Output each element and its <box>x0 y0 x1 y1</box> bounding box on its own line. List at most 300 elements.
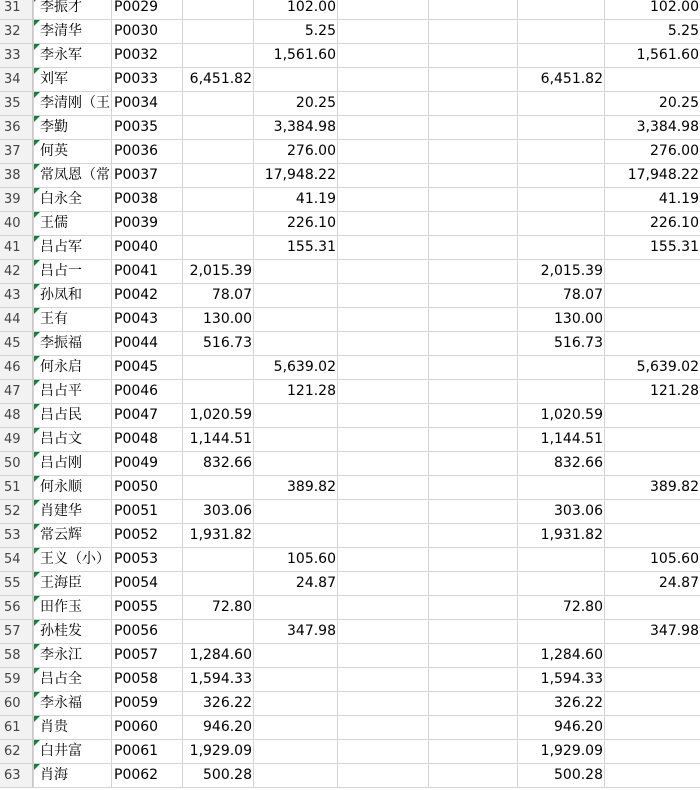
cell-name[interactable]: 何永顺 <box>33 476 112 500</box>
cell-amount-3[interactable] <box>338 356 429 380</box>
row-header: 55 <box>0 572 33 596</box>
cell-amount-3[interactable] <box>338 716 429 740</box>
cell-code[interactable]: P0045 <box>112 356 183 380</box>
cell-name[interactable]: 常凤恩（常 <box>33 164 112 188</box>
cell-amount-2[interactable]: 17,948.22 <box>254 164 338 188</box>
cell-amount-2[interactable] <box>254 764 338 788</box>
row-header: 42 <box>0 260 33 284</box>
cell-name[interactable]: 李永江 <box>33 644 112 668</box>
cell-amount-2[interactable]: 226.10 <box>254 212 338 236</box>
row-header: 41 <box>0 236 33 260</box>
cell-amount-3[interactable] <box>338 308 429 332</box>
cell-amount-5[interactable]: 2,015.39 <box>518 260 605 284</box>
cell-amount-3[interactable] <box>338 692 429 716</box>
cell-amount-1[interactable] <box>183 476 254 500</box>
cell-code[interactable]: P0039 <box>112 212 183 236</box>
cell-amount-5[interactable]: 832.66 <box>518 452 605 476</box>
cell-amount-4[interactable] <box>429 20 518 44</box>
cell-amount-5[interactable]: 130.00 <box>518 308 605 332</box>
table-row <box>0 92 700 116</box>
cell-amount-6[interactable] <box>605 260 700 284</box>
cell-amount-4[interactable] <box>429 380 518 404</box>
cell-code[interactable]: P0057 <box>112 644 183 668</box>
table-row <box>0 740 700 764</box>
cell-amount-2[interactable]: 5.25 <box>254 20 338 44</box>
cell-code[interactable]: P0054 <box>112 572 183 596</box>
cell-amount-1[interactable]: 516.73 <box>183 332 254 356</box>
cell-code[interactable]: P0035 <box>112 116 183 140</box>
cell-amount-6[interactable]: 17,948.22 <box>605 164 700 188</box>
cell-amount-2[interactable] <box>254 404 338 428</box>
cell-amount-5[interactable] <box>518 140 605 164</box>
cell-amount-3[interactable] <box>338 524 429 548</box>
cell-amount-3[interactable] <box>338 212 429 236</box>
cell-amount-1[interactable] <box>183 92 254 116</box>
cell-amount-5[interactable]: 72.80 <box>518 596 605 620</box>
cell-amount-5[interactable]: 946.20 <box>518 716 605 740</box>
cell-name[interactable]: 李振福 <box>33 332 112 356</box>
cell-code[interactable]: P0061 <box>112 740 183 764</box>
cell-amount-4[interactable] <box>429 572 518 596</box>
cell-amount-3[interactable] <box>338 92 429 116</box>
cell-amount-5[interactable]: 1,020.59 <box>518 404 605 428</box>
cell-amount-4[interactable] <box>429 476 518 500</box>
cell-amount-1[interactable] <box>183 548 254 572</box>
cell-amount-5[interactable] <box>518 548 605 572</box>
cell-name[interactable]: 肖贵 <box>33 716 112 740</box>
cell-code[interactable]: P0053 <box>112 548 183 572</box>
cell-amount-4[interactable] <box>429 404 518 428</box>
cell-amount-6[interactable] <box>605 404 700 428</box>
cell-amount-5[interactable] <box>518 188 605 212</box>
cell-amount-4[interactable] <box>429 740 518 764</box>
cell-amount-1[interactable] <box>183 380 254 404</box>
cell-amount-2[interactable]: 20.25 <box>254 92 338 116</box>
cell-amount-1[interactable] <box>183 20 254 44</box>
table-row <box>0 548 700 572</box>
table-row <box>0 164 700 188</box>
row-header: 49 <box>0 428 33 452</box>
cell-amount-6[interactable]: 347.98 <box>605 620 700 644</box>
cell-amount-6[interactable]: 155.31 <box>605 236 700 260</box>
cell-name[interactable]: 王海臣 <box>33 572 112 596</box>
cell-amount-1[interactable]: 78.07 <box>183 284 254 308</box>
cell-amount-5[interactable] <box>518 164 605 188</box>
cell-amount-2[interactable] <box>254 308 338 332</box>
cell-code[interactable]: P0040 <box>112 236 183 260</box>
cell-amount-4[interactable] <box>429 284 518 308</box>
cell-amount-3[interactable] <box>338 380 429 404</box>
cell-code[interactable]: P0047 <box>112 404 183 428</box>
table-row <box>0 380 700 404</box>
cell-amount-5[interactable] <box>518 380 605 404</box>
table-row <box>0 20 700 44</box>
cell-amount-1[interactable]: 1,931.82 <box>183 524 254 548</box>
cell-amount-1[interactable]: 500.28 <box>183 764 254 788</box>
table-row <box>0 68 700 92</box>
cell-code[interactable]: P0041 <box>112 260 183 284</box>
cell-amount-6[interactable]: 41.19 <box>605 188 700 212</box>
row-header: 46 <box>0 356 33 380</box>
cell-amount-4[interactable] <box>429 212 518 236</box>
row-header: 62 <box>0 740 33 764</box>
cell-code[interactable]: P0058 <box>112 668 183 692</box>
cell-amount-2[interactable]: 41.19 <box>254 188 338 212</box>
cell-amount-2[interactable] <box>254 692 338 716</box>
row-header: 47 <box>0 380 33 404</box>
cell-amount-4[interactable] <box>429 620 518 644</box>
table-row <box>0 140 700 164</box>
cell-amount-1[interactable] <box>183 164 254 188</box>
cell-name[interactable]: 吕占全 <box>33 668 112 692</box>
cell-amount-5[interactable] <box>518 236 605 260</box>
cell-amount-4[interactable] <box>429 644 518 668</box>
row-header: 58 <box>0 644 33 668</box>
cell-amount-4[interactable] <box>429 308 518 332</box>
cell-amount-4[interactable] <box>429 116 518 140</box>
cell-amount-5[interactable]: 500.28 <box>518 764 605 788</box>
cell-amount-1[interactable]: 303.06 <box>183 500 254 524</box>
cell-amount-1[interactable]: 832.66 <box>183 452 254 476</box>
cell-amount-3[interactable] <box>338 0 429 20</box>
cell-amount-1[interactable]: 1,020.59 <box>183 404 254 428</box>
cell-code[interactable]: P0032 <box>112 44 183 68</box>
cell-amount-1[interactable]: 72.80 <box>183 596 254 620</box>
cell-code[interactable]: P0062 <box>112 764 183 788</box>
table-row <box>0 428 700 452</box>
cell-amount-6[interactable] <box>605 500 700 524</box>
cell-code[interactable]: P0034 <box>112 92 183 116</box>
cell-amount-2[interactable] <box>254 332 338 356</box>
cell-amount-2[interactable]: 121.28 <box>254 380 338 404</box>
cell-amount-2[interactable] <box>254 452 338 476</box>
row-header: 48 <box>0 404 33 428</box>
table-row <box>0 0 700 20</box>
cell-amount-1[interactable] <box>183 212 254 236</box>
cell-amount-3[interactable] <box>338 668 429 692</box>
cell-amount-5[interactable]: 1,284.60 <box>518 644 605 668</box>
cell-name[interactable]: 吕占刚 <box>33 452 112 476</box>
row-header: 53 <box>0 524 33 548</box>
cell-amount-3[interactable] <box>338 548 429 572</box>
cell-name[interactable]: 肖海 <box>33 764 112 788</box>
cell-amount-3[interactable] <box>338 404 429 428</box>
cell-name[interactable]: 吕占文 <box>33 428 112 452</box>
cell-amount-2[interactable] <box>254 740 338 764</box>
cell-name[interactable]: 肖建华 <box>33 500 112 524</box>
cell-name[interactable]: 吕占民 <box>33 404 112 428</box>
cell-amount-5[interactable] <box>518 44 605 68</box>
cell-amount-6[interactable] <box>605 284 700 308</box>
cell-amount-3[interactable] <box>338 644 429 668</box>
cell-name[interactable]: 田作玉 <box>33 596 112 620</box>
cell-amount-6[interactable] <box>605 668 700 692</box>
cell-amount-3[interactable] <box>338 428 429 452</box>
cell-amount-3[interactable] <box>338 164 429 188</box>
cell-amount-3[interactable] <box>338 620 429 644</box>
cell-name[interactable]: 吕占军 <box>33 236 112 260</box>
cell-name[interactable]: 孙桂发 <box>33 620 112 644</box>
cell-name[interactable]: 王儒 <box>33 212 112 236</box>
cell-amount-4[interactable] <box>429 548 518 572</box>
cell-code[interactable]: P0051 <box>112 500 183 524</box>
cell-amount-3[interactable] <box>338 740 429 764</box>
cell-amount-6[interactable] <box>605 524 700 548</box>
cell-amount-3[interactable] <box>338 572 429 596</box>
table-row <box>0 668 700 692</box>
cell-amount-5[interactable]: 326.22 <box>518 692 605 716</box>
cell-amount-2[interactable] <box>254 716 338 740</box>
cell-name[interactable]: 李永福 <box>33 692 112 716</box>
cell-amount-4[interactable] <box>429 668 518 692</box>
cell-amount-6[interactable] <box>605 428 700 452</box>
cell-amount-3[interactable] <box>338 188 429 212</box>
cell-name[interactable]: 李勤 <box>33 116 112 140</box>
cell-amount-3[interactable] <box>338 260 429 284</box>
row-header: 57 <box>0 620 33 644</box>
cell-amount-5[interactable]: 1,144.51 <box>518 428 605 452</box>
cell-amount-1[interactable]: 2,015.39 <box>183 260 254 284</box>
table-row <box>0 716 700 740</box>
cell-code[interactable]: P0033 <box>112 68 183 92</box>
cell-amount-2[interactable] <box>254 524 338 548</box>
cell-amount-3[interactable] <box>338 44 429 68</box>
row-header: 35 <box>0 92 33 116</box>
cell-amount-2[interactable]: 347.98 <box>254 620 338 644</box>
cell-amount-6[interactable]: 20.25 <box>605 92 700 116</box>
cell-name[interactable]: 白井富 <box>33 740 112 764</box>
cell-amount-5[interactable] <box>518 0 605 20</box>
table-row <box>0 356 700 380</box>
cell-amount-1[interactable] <box>183 188 254 212</box>
cell-amount-4[interactable] <box>429 692 518 716</box>
cell-amount-2[interactable]: 1,561.60 <box>254 44 338 68</box>
cell-amount-6[interactable] <box>605 764 700 788</box>
table-row <box>0 596 700 620</box>
cell-amount-1[interactable] <box>183 44 254 68</box>
cell-amount-4[interactable] <box>429 764 518 788</box>
cell-name[interactable]: 刘军 <box>33 68 112 92</box>
cell-amount-5[interactable]: 6,451.82 <box>518 68 605 92</box>
cell-amount-5[interactable]: 1,929.09 <box>518 740 605 764</box>
cell-amount-4[interactable] <box>429 500 518 524</box>
table-row <box>0 212 700 236</box>
cell-amount-4[interactable] <box>429 428 518 452</box>
cell-amount-6[interactable]: 5.25 <box>605 20 700 44</box>
cell-amount-6[interactable]: 3,384.98 <box>605 116 700 140</box>
cell-amount-1[interactable]: 1,284.60 <box>183 644 254 668</box>
cell-amount-3[interactable] <box>338 140 429 164</box>
cell-amount-4[interactable] <box>429 524 518 548</box>
cell-amount-4[interactable] <box>429 92 518 116</box>
cell-code[interactable]: P0059 <box>112 692 183 716</box>
cell-amount-6[interactable] <box>605 596 700 620</box>
cell-amount-5[interactable] <box>518 212 605 236</box>
cell-amount-3[interactable] <box>338 116 429 140</box>
cell-amount-5[interactable] <box>518 572 605 596</box>
cell-amount-4[interactable] <box>429 716 518 740</box>
cell-amount-1[interactable] <box>183 0 254 20</box>
cell-amount-6[interactable]: 5,639.02 <box>605 356 700 380</box>
cell-code[interactable]: P0046 <box>112 380 183 404</box>
cell-amount-1[interactable]: 946.20 <box>183 716 254 740</box>
cell-amount-4[interactable] <box>429 260 518 284</box>
cell-amount-4[interactable] <box>429 356 518 380</box>
cell-amount-4[interactable] <box>429 596 518 620</box>
cell-amount-4[interactable] <box>429 68 518 92</box>
row-header: 37 <box>0 140 33 164</box>
cell-amount-4[interactable] <box>429 164 518 188</box>
table-row <box>0 116 700 140</box>
cell-amount-5[interactable]: 78.07 <box>518 284 605 308</box>
cell-name[interactable]: 王有 <box>33 308 112 332</box>
cell-amount-2[interactable] <box>254 68 338 92</box>
cell-amount-6[interactable] <box>605 308 700 332</box>
table-row <box>0 404 700 428</box>
cell-name[interactable]: 李清华 <box>33 20 112 44</box>
cell-amount-6[interactable] <box>605 644 700 668</box>
cell-amount-6[interactable] <box>605 740 700 764</box>
cell-amount-1[interactable]: 326.22 <box>183 692 254 716</box>
cell-amount-1[interactable] <box>183 236 254 260</box>
cell-amount-4[interactable] <box>429 140 518 164</box>
cell-amount-5[interactable]: 1,594.33 <box>518 668 605 692</box>
cell-code[interactable]: P0052 <box>112 524 183 548</box>
cell-amount-6[interactable]: 226.10 <box>605 212 700 236</box>
cell-name[interactable]: 李永军 <box>33 44 112 68</box>
cell-amount-4[interactable] <box>429 332 518 356</box>
cell-amount-3[interactable] <box>338 452 429 476</box>
cell-amount-2[interactable]: 102.00 <box>254 0 338 20</box>
cell-amount-1[interactable]: 6,451.82 <box>183 68 254 92</box>
cell-name[interactable]: 何永启 <box>33 356 112 380</box>
cell-amount-4[interactable] <box>429 452 518 476</box>
cell-amount-2[interactable]: 389.82 <box>254 476 338 500</box>
cell-code[interactable]: P0043 <box>112 308 183 332</box>
cell-amount-1[interactable]: 130.00 <box>183 308 254 332</box>
row-header: 33 <box>0 44 33 68</box>
cell-amount-5[interactable] <box>518 20 605 44</box>
cell-amount-1[interactable] <box>183 116 254 140</box>
cell-amount-3[interactable] <box>338 68 429 92</box>
row-header: 40 <box>0 212 33 236</box>
cell-amount-5[interactable] <box>518 92 605 116</box>
cell-amount-1[interactable]: 1,594.33 <box>183 668 254 692</box>
cell-amount-2[interactable]: 24.87 <box>254 572 338 596</box>
cell-code[interactable]: P0060 <box>112 716 183 740</box>
cell-amount-3[interactable] <box>338 764 429 788</box>
cell-code[interactable]: P0038 <box>112 188 183 212</box>
cell-amount-5[interactable]: 303.06 <box>518 500 605 524</box>
cell-amount-2[interactable]: 155.31 <box>254 236 338 260</box>
cell-amount-1[interactable]: 1,144.51 <box>183 428 254 452</box>
cell-amount-1[interactable] <box>183 620 254 644</box>
cell-amount-6[interactable] <box>605 452 700 476</box>
cell-amount-2[interactable] <box>254 596 338 620</box>
cell-amount-1[interactable]: 1,929.09 <box>183 740 254 764</box>
cell-amount-2[interactable] <box>254 500 338 524</box>
cell-amount-5[interactable] <box>518 356 605 380</box>
cell-amount-5[interactable]: 516.73 <box>518 332 605 356</box>
table-row <box>0 260 700 284</box>
cell-amount-5[interactable] <box>518 116 605 140</box>
cell-amount-2[interactable]: 105.60 <box>254 548 338 572</box>
cell-name[interactable]: 李振才 <box>33 0 112 20</box>
cell-amount-6[interactable]: 389.82 <box>605 476 700 500</box>
cell-amount-1[interactable] <box>183 572 254 596</box>
cell-amount-6[interactable]: 102.00 <box>605 0 700 20</box>
cell-amount-4[interactable] <box>429 44 518 68</box>
cell-code[interactable]: P0042 <box>112 284 183 308</box>
cell-code[interactable]: P0036 <box>112 140 183 164</box>
cell-amount-6[interactable] <box>605 692 700 716</box>
cell-amount-3[interactable] <box>338 284 429 308</box>
cell-amount-6[interactable]: 1,561.60 <box>605 44 700 68</box>
cell-amount-2[interactable] <box>254 644 338 668</box>
cell-amount-3[interactable] <box>338 20 429 44</box>
cell-code[interactable]: P0030 <box>112 20 183 44</box>
cell-amount-6[interactable] <box>605 68 700 92</box>
cell-amount-5[interactable]: 1,931.82 <box>518 524 605 548</box>
cell-name[interactable]: 常云辉 <box>33 524 112 548</box>
cell-code[interactable]: P0029 <box>112 0 183 20</box>
cell-amount-4[interactable] <box>429 188 518 212</box>
cell-code[interactable]: P0056 <box>112 620 183 644</box>
cell-amount-2[interactable]: 5,639.02 <box>254 356 338 380</box>
cell-amount-3[interactable] <box>338 236 429 260</box>
cell-name[interactable]: 吕占一 <box>33 260 112 284</box>
cell-code[interactable]: P0055 <box>112 596 183 620</box>
cell-amount-2[interactable] <box>254 284 338 308</box>
cell-name[interactable]: 李清刚（王 <box>33 92 112 116</box>
cell-amount-5[interactable] <box>518 476 605 500</box>
cell-amount-2[interactable] <box>254 668 338 692</box>
cell-name[interactable]: 孙凤和 <box>33 284 112 308</box>
cell-code[interactable]: P0049 <box>112 452 183 476</box>
table-row <box>0 500 700 524</box>
cell-amount-6[interactable]: 121.28 <box>605 380 700 404</box>
cell-name[interactable]: 何英 <box>33 140 112 164</box>
cell-name[interactable]: 吕占平 <box>33 380 112 404</box>
row-header: 61 <box>0 716 33 740</box>
cell-amount-1[interactable] <box>183 140 254 164</box>
cell-amount-2[interactable]: 3,384.98 <box>254 116 338 140</box>
cell-code[interactable]: P0037 <box>112 164 183 188</box>
cell-amount-1[interactable] <box>183 356 254 380</box>
cell-amount-6[interactable] <box>605 332 700 356</box>
cell-amount-5[interactable] <box>518 620 605 644</box>
cell-code[interactable]: P0050 <box>112 476 183 500</box>
cell-amount-6[interactable]: 24.87 <box>605 572 700 596</box>
cell-name[interactable]: 白永全 <box>33 188 112 212</box>
cell-code[interactable]: P0044 <box>112 332 183 356</box>
cell-code[interactable]: P0048 <box>112 428 183 452</box>
cell-amount-4[interactable] <box>429 236 518 260</box>
cell-amount-3[interactable] <box>338 500 429 524</box>
cell-amount-6[interactable]: 276.00 <box>605 140 700 164</box>
cell-amount-6[interactable]: 105.60 <box>605 548 700 572</box>
cell-amount-3[interactable] <box>338 476 429 500</box>
cell-name[interactable]: 王义（小） <box>33 548 112 572</box>
cell-amount-4[interactable] <box>429 0 518 20</box>
cell-amount-3[interactable] <box>338 332 429 356</box>
cell-amount-3[interactable] <box>338 596 429 620</box>
table-row <box>0 236 700 260</box>
cell-amount-2[interactable]: 276.00 <box>254 140 338 164</box>
cell-amount-6[interactable] <box>605 716 700 740</box>
cell-amount-2[interactable] <box>254 428 338 452</box>
cell-amount-2[interactable] <box>254 260 338 284</box>
